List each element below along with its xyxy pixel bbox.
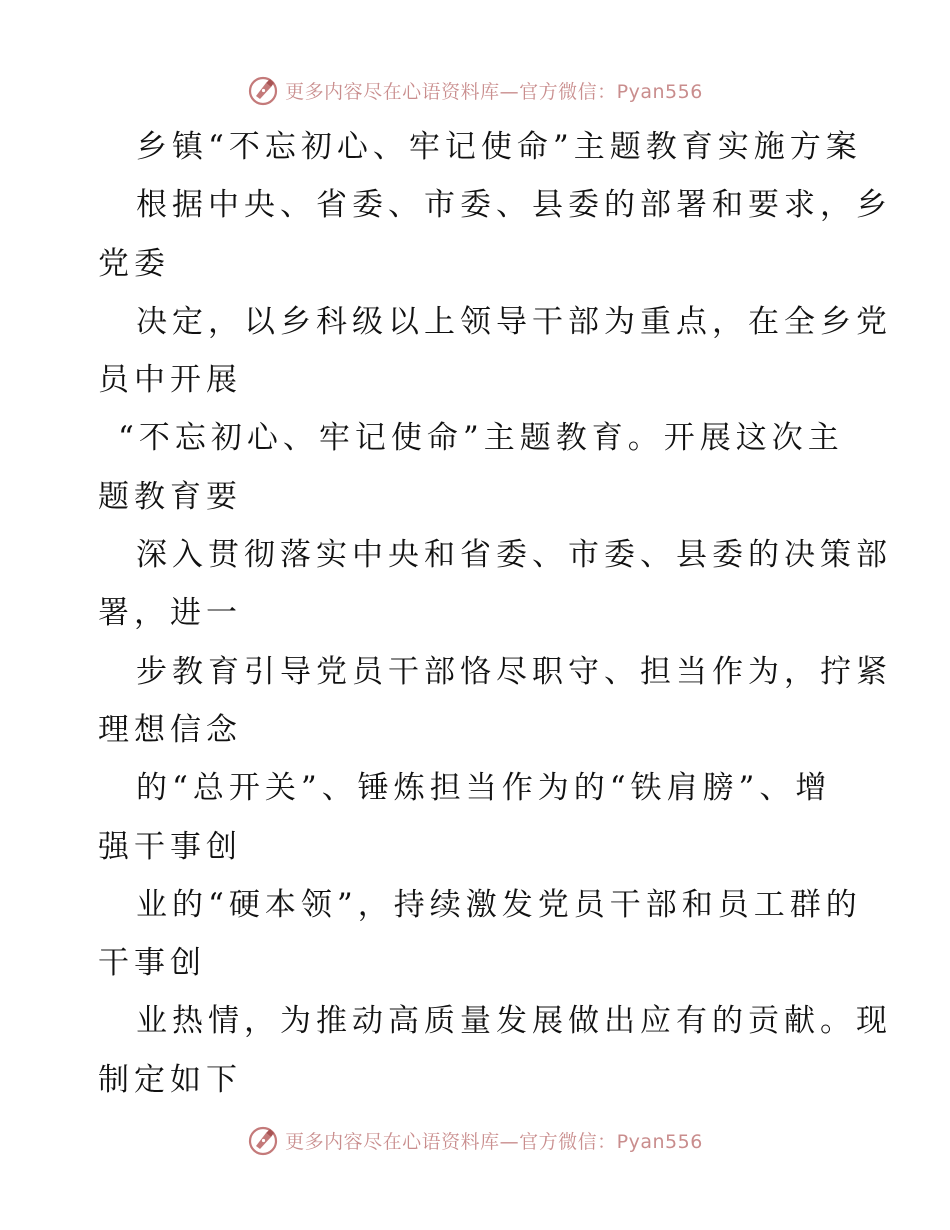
paragraph-line: 深入贯彻落实中央和省委、市委、县委的决策部: [136, 537, 892, 574]
watermark-text: 更多内容尽在心语资料库—官方微信：Pyan556: [285, 80, 703, 103]
document-body: [98, 118, 892, 1109]
paragraph-line: 强干事创: [98, 828, 242, 865]
paragraph-line: 党委: [98, 245, 170, 282]
footer-watermark: [0, 1120, 950, 1160]
paragraph-line: 的“总开关”、锤炼担当作为的“铁肩膀”、增: [136, 770, 832, 807]
pen-nib-logo-icon: [247, 1124, 279, 1156]
paragraph-line: 题教育要: [98, 478, 242, 515]
pen-nib-logo-icon: [247, 74, 279, 106]
paragraph-line: 步教育引导党员干部恪尽职守、担当作为，拧紧: [136, 653, 892, 690]
paragraph-line: 根据中央、省委、市委、县委的部署和要求，乡: [136, 187, 892, 224]
paragraph-line: 理想信念: [98, 711, 242, 748]
paragraph-line: 决定，以乡科级以上领导干部为重点，在全乡党: [136, 303, 892, 340]
paragraph-line: “不忘初心、牢记使命”主题教育。开展这次主: [118, 420, 844, 457]
document-title: 乡镇“不忘初心、牢记使命”主题教育实施方案: [136, 129, 862, 165]
paragraph-line: 署，进一: [98, 595, 242, 632]
watermark-text: 更多内容尽在心语资料库—官方微信：Pyan556: [285, 1130, 703, 1153]
header-watermark: [0, 70, 950, 110]
paragraph-line: 业的“硬本领”，持续激发党员干部和员工群的: [136, 886, 862, 923]
paragraph-line: 业热情，为推动高质量发展做出应有的贡献。现: [136, 1003, 892, 1040]
paragraph-line: 干事创: [98, 945, 206, 982]
paragraph-line: 制定如下: [98, 1061, 242, 1098]
paragraph-line: 员中开展: [98, 362, 242, 399]
